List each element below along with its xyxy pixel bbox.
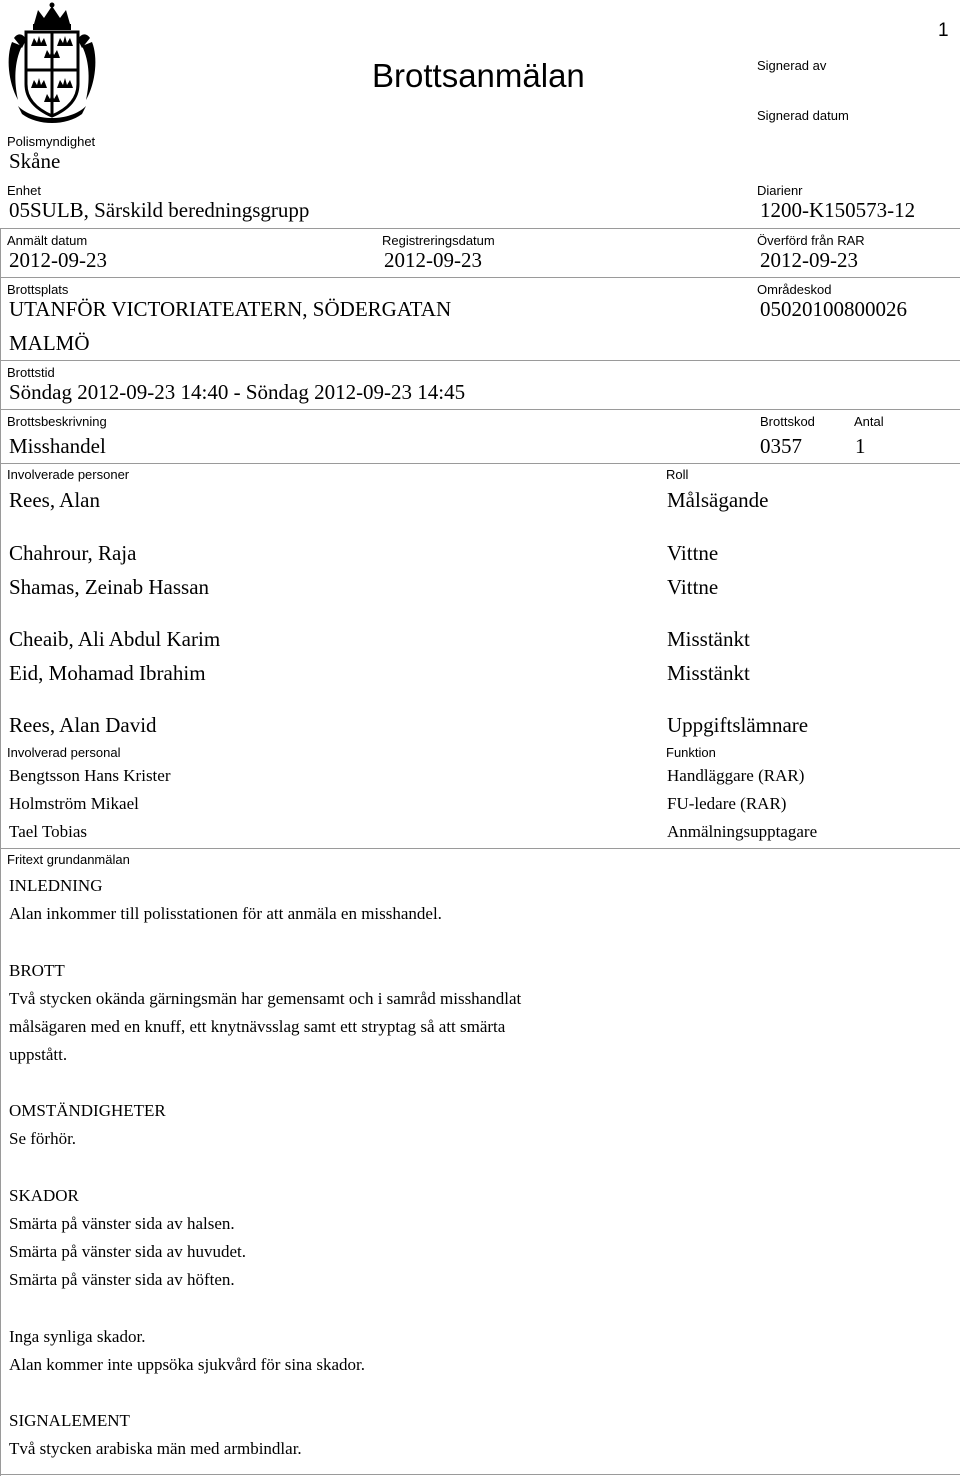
persons-label: Involverade personer [7, 467, 130, 482]
personnel-name: Bengtsson Hans Krister [9, 766, 171, 785]
person-role: Misstänkt [667, 661, 750, 685]
crime-code-value: 0357 [760, 434, 802, 458]
person-name: Rees, Alan David [9, 713, 157, 737]
personnel-label: Involverad personal [7, 745, 121, 760]
freetext-line: Smärta på vänster sida av huvudet. [9, 1242, 246, 1261]
document-title: Brottsanmälan [372, 57, 585, 94]
person-role: Målsägande [667, 488, 769, 512]
crime-location-line2: MALMÖ [9, 331, 90, 355]
person-name: Cheaib, Ali Abdul Karim [9, 627, 221, 651]
freetext-line: Två stycken arabiska män med armbindlar. [9, 1439, 302, 1458]
freetext-line: Smärta på vänster sida av halsen. [9, 1214, 235, 1233]
freetext-line: Alan inkommer till polisstationen för att anmäla en misshandel. [9, 904, 442, 923]
freetext-line: Inga synliga skador. [9, 1327, 146, 1346]
freetext-label: Fritext grundanmälan [7, 852, 130, 867]
personnel-function: FU-ledare (RAR) [667, 794, 787, 813]
crime-count-label: Antal [854, 414, 884, 429]
area-code-value: 05020100800026 [760, 297, 907, 321]
coat-of-arms-emblem [4, 2, 100, 128]
freetext-line: INLEDNING [9, 876, 103, 895]
person-name: Rees, Alan [9, 488, 100, 512]
persons-role-label: Roll [666, 467, 689, 482]
signed-by-label: Signerad av [757, 58, 827, 73]
crime-location-label: Brottsplats [7, 282, 69, 297]
personnel-name: Tael Tobias [9, 822, 88, 841]
freetext-line: SIGNALEMENT [9, 1411, 130, 1430]
registered-date-label: Registreringsdatum [382, 233, 495, 248]
person-role: Vittne [667, 575, 719, 599]
personnel-name: Holmström Mikael [9, 794, 139, 813]
personnel-function: Handläggare (RAR) [667, 766, 805, 785]
diarienr-value: 1200-K150573-12 [760, 198, 916, 222]
transferred-rar-value: 2012-09-23 [760, 248, 858, 272]
crime-time-label: Brottstid [7, 365, 55, 380]
freetext-line: BROTT [9, 961, 65, 980]
freetext-line: SKADOR [9, 1186, 79, 1205]
authority-value: Skåne [9, 149, 61, 173]
freetext-line: målsägaren med en knuff, ett knytnävsslag samt ett stryptag så att smärta [9, 1017, 506, 1036]
diarienr-label: Diarienr [757, 183, 803, 198]
reported-date-value: 2012-09-23 [9, 248, 107, 272]
freetext-line: Smärta på vänster sida av höften. [9, 1270, 235, 1289]
transferred-rar-label: Överförd från RAR [757, 233, 865, 248]
person-role: Vittne [667, 541, 719, 565]
person-name: Chahrour, Raja [9, 541, 137, 565]
person-role: Uppgiftslämnare [667, 713, 809, 737]
person-name: Shamas, Zeinab Hassan [9, 575, 210, 599]
signed-date-label: Signerad datum [757, 108, 849, 123]
person-role: Misstänkt [667, 627, 750, 651]
freetext-line: Se förhör. [9, 1129, 77, 1148]
personnel-function: Anmälningsupptagare [667, 822, 818, 841]
crime-code-label: Brottskod [760, 414, 815, 429]
unit-label: Enhet [7, 183, 41, 198]
crime-count-value: 1 [855, 434, 866, 458]
crime-description-value: Misshandel [9, 434, 106, 458]
crime-time-value: Söndag 2012-09-23 14:40 - Söndag 2012-09-23 14:45 [9, 380, 466, 404]
authority-label: Polismyndighet [7, 134, 96, 149]
area-code-label: Områdeskod [757, 282, 832, 297]
freetext-line: OMSTÄNDIGHETER [9, 1101, 166, 1120]
unit-value: 05SULB, Särskild beredningsgrupp [9, 198, 310, 222]
freetext-line: Två stycken okända gärningsmän har gemensamt och i samråd misshandlat [9, 989, 522, 1008]
reported-date-label: Anmält datum [7, 233, 88, 248]
registered-date-value: 2012-09-23 [384, 248, 482, 272]
freetext-line: Alan kommer inte uppsöka sjukvård för sina skador. [9, 1355, 365, 1374]
page-number: 1 [938, 20, 949, 41]
personnel-function-label: Funktion [666, 745, 716, 760]
freetext-line: uppstått. [9, 1045, 68, 1064]
person-name: Eid, Mohamad Ibrahim [9, 661, 206, 685]
crime-description-label: Brottsbeskrivning [7, 414, 107, 429]
crime-location-line1: UTANFÖR VICTORIATEATERN, SÖDERGATAN [9, 297, 452, 321]
